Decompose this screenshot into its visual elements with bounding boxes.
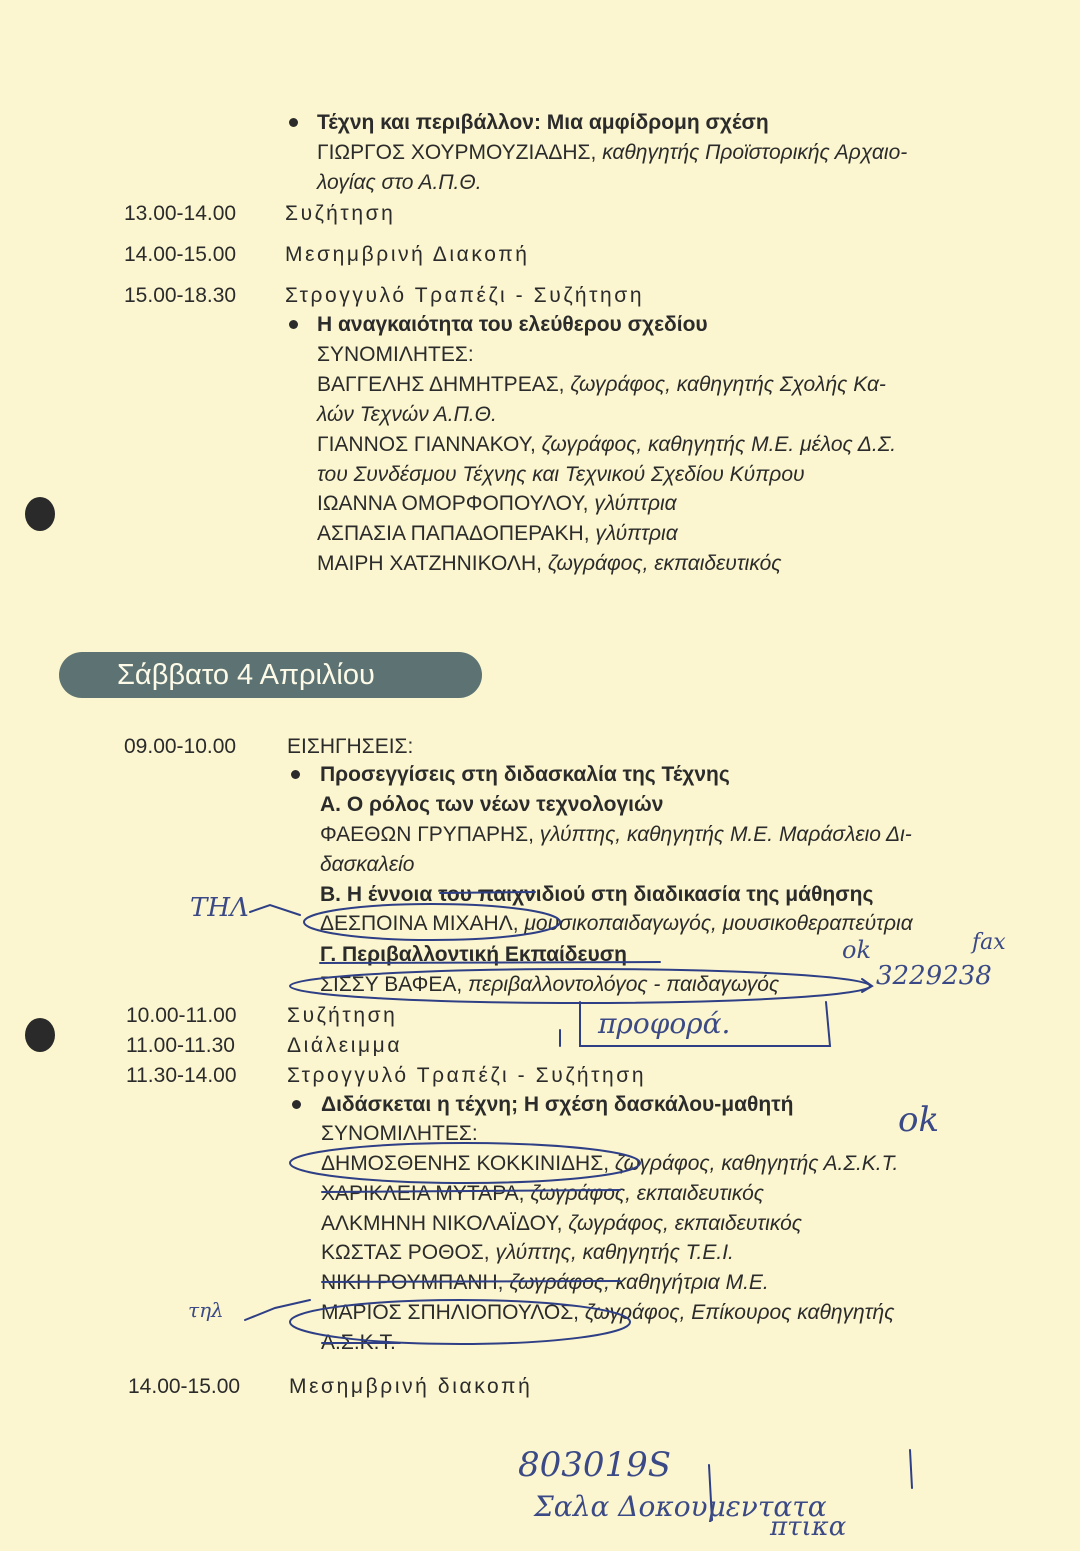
- panelist-role: ζωγράφος, καθηγητής Μ.Ε. μέλος Δ.Σ.: [541, 433, 897, 456]
- panelist-role: ζωγράφος, καθηγήτρια Μ.Ε.: [509, 1271, 769, 1294]
- speaker-role: μουσικοπαιδαγωγός, μουσικοθεραπεύτρια: [524, 912, 913, 935]
- speaker-name: ΣΙΣΣΥ ΒΑΦΕΑ,: [320, 973, 463, 996]
- ink-circle: [304, 904, 560, 940]
- speaker-name: ΦΑΕΘΩΝ ΓΡΥΠΑΡΗΣ,: [320, 823, 534, 846]
- time-slot: 14.00-15.00: [128, 1375, 241, 1398]
- time-slot: 10.00-11.00: [126, 1004, 237, 1027]
- talk-title: Προσεγγίσεις στη διδασκαλία της Τέχνης: [320, 763, 730, 786]
- time-slot: 11.30-14.00: [126, 1064, 237, 1087]
- handwritten-ok-1: ok: [842, 936, 871, 964]
- handwritten-ok-2: ok: [898, 1100, 940, 1140]
- handwritten-tel-1: ΤΗΛ: [190, 893, 249, 923]
- subtalk-title: Γ. Περιβαλλοντική Εκπαίδευση: [320, 943, 627, 966]
- ink-underline: [320, 962, 660, 963]
- ink-circle: [290, 969, 870, 1003]
- speaker-role-cont: λογίας στο Α.Π.Θ.: [317, 171, 482, 194]
- panelist-role: ζωγράφος, εκπαιδευτικός: [568, 1212, 802, 1235]
- handwritten-boxed-note: προφορά.: [598, 1007, 731, 1040]
- time-slot: 15.00-18.30: [124, 284, 237, 307]
- speaker-name: ΔΕΣΠΟΙΝΑ ΜΙΧΑΗΛ,: [320, 912, 519, 935]
- speaker-role: καθηγητής Προϊστορικής Αρχαιο-: [602, 141, 908, 164]
- handwritten-tel-2: τηλ: [188, 1298, 224, 1322]
- handwritten-bottom-number: 803019S: [518, 1445, 672, 1485]
- session-label: ΕΙΣΗΓΗΣΕΙΣ:: [287, 735, 414, 758]
- panelist-name: ΑΛΚΜΗΝΗ ΝΙΚΟΛΑΪΔΟΥ,: [321, 1212, 563, 1235]
- panelist-name: ΒΑΓΓΕΛΗΣ ΔΗΜΗΤΡΕΑΣ,: [317, 373, 565, 396]
- panelist-name: ΓΙΑΝΝΟΣ ΓΙΑΝΝΑΚΟΥ,: [317, 433, 536, 456]
- panelists-label: ΣΥΝΟΜΙΛΗΤΕΣ:: [317, 343, 474, 366]
- panelists-label: ΣΥΝΟΜΙΛΗΤΕΣ:: [321, 1122, 478, 1145]
- speaker-role: περιβαλλοντολόγος - παιδαγωγός: [468, 973, 780, 996]
- speaker-role-cont: δασκαλείο: [320, 853, 415, 876]
- panelist-role: ζωγράφος, καθηγητής Α.Σ.Κ.Τ.: [614, 1152, 899, 1175]
- subtalk-title: Α. Ο ρόλος των νέων τεχνολογιών: [320, 793, 664, 816]
- ink-circle: [290, 1143, 640, 1183]
- talk-title: Τέχνη και περιβάλλον: Μια αμφίδρομη σχέση: [317, 111, 769, 134]
- ink-strike: [440, 892, 535, 893]
- panelist-name: ΙΩΑΝΝΑ ΟΜΟΡΦΟΠΟΥΛΟΥ,: [317, 492, 589, 515]
- panelist-role: γλύπτης, καθηγητής Τ.Ε.Ι.: [495, 1241, 734, 1264]
- ink-arrow: [862, 979, 872, 992]
- panelist-role-cont: Α.Σ.Κ.Τ.: [321, 1331, 396, 1354]
- session-label: Συζήτηση: [287, 1004, 398, 1027]
- panelist-name: ΔΗΜΟΣΘΕΝΗΣ ΚΟΚΚΙΝΙΔΗΣ,: [321, 1152, 610, 1175]
- session-label: Μεσημβρινή Διακοπή: [285, 243, 530, 266]
- panelist-role: ζωγράφος, εκπαιδευτικός: [530, 1182, 764, 1205]
- ink-circle: [290, 1300, 630, 1344]
- panelist-role: ζωγράφος, εκπαιδευτικός: [547, 552, 782, 575]
- session-label: Διάλειμμα: [287, 1034, 403, 1057]
- session-label: Συζήτηση: [285, 202, 396, 225]
- panelist-name: ΝΙΚΗ ΡΟΥΜΠΑΝΗ,: [321, 1271, 504, 1294]
- panelist-name: ΜΑΙΡΗ ΧΑΤΖΗΝΙΚΟΛΗ,: [317, 552, 542, 575]
- speaker-role: γλύπτης, καθηγητής Μ.Ε. Μαράσλειο Δι-: [539, 823, 912, 846]
- session-label: Μεσημβρινή διακοπή: [289, 1375, 533, 1398]
- ink-flourish: [910, 1450, 912, 1488]
- panelist-role: γλύπτρια: [595, 522, 678, 545]
- panelist-role-cont: του Συνδέσμου Τέχνης και Τεχνικού Σχεδίου Κύπρου: [317, 463, 805, 486]
- handwritten-bottom-line-1: Σαλα Δοκουμεντατα: [534, 1490, 827, 1523]
- time-slot: 09.00-10.00: [124, 735, 237, 758]
- time-slot: 11.00-11.30: [126, 1034, 235, 1057]
- speaker-name: ΓΙΩΡΓΟΣ ΧΟΥΡΜΟΥΖΙΑΔΗΣ,: [317, 141, 597, 164]
- ink-strike: [322, 1190, 620, 1192]
- panelist-name: ΚΩΣΤΑΣ ΡΟΘΟΣ,: [321, 1241, 490, 1264]
- panelist-name: ΧΑΡΙΚΛΕΙΑ ΜΥΤΑΡΑ,: [321, 1182, 525, 1205]
- subtalk-title: Β. Η έννοια του παιχνιδιού στη διαδικασία της μάθησης: [320, 883, 874, 906]
- panelist-role: ζωγράφος, καθηγητής Σχολής Κα-: [570, 373, 886, 396]
- session-label: Στρογγυλό Τραπέζι - Συζήτηση: [287, 1064, 647, 1087]
- session-label: Στρογγυλό Τραπέζι - Συζήτηση: [285, 284, 645, 307]
- ink-check: [250, 905, 300, 915]
- panel-title: Διδάσκεται η τέχνη; Η σχέση δασκάλου-μαθητή: [321, 1093, 794, 1116]
- panelist-role: ζωγράφος, Επίκουρος καθηγητής: [584, 1301, 895, 1324]
- handwritten-fax: fax: [972, 930, 1006, 955]
- panelist-name: ΜΑΡΙΟΣ ΣΠΗΛΙΟΠΟΥΛΟΣ,: [321, 1301, 580, 1324]
- panelist-name: ΑΣΠΑΣΙΑ ΠΑΠΑΔΟΠΕΡΑΚΗ,: [317, 522, 590, 545]
- panelist-role-cont: λών Τεχνών Α.Π.Θ.: [317, 403, 497, 426]
- ink-strike: [322, 1281, 620, 1282]
- handwritten-bottom-line-2: πτικα: [770, 1512, 847, 1542]
- day-heading: Σάββατο 4 Απριλίου: [117, 659, 375, 691]
- time-slot: 14.00-15.00: [124, 243, 237, 266]
- handwritten-fax-number: 3229238: [876, 961, 992, 991]
- time-slot: 13.00-14.00: [124, 202, 237, 225]
- ink-check: [245, 1300, 310, 1320]
- panel-title: Η αναγκαιότητα του ελεύθερου σχεδίου: [317, 313, 708, 336]
- panelist-role: γλύπτρια: [594, 492, 677, 515]
